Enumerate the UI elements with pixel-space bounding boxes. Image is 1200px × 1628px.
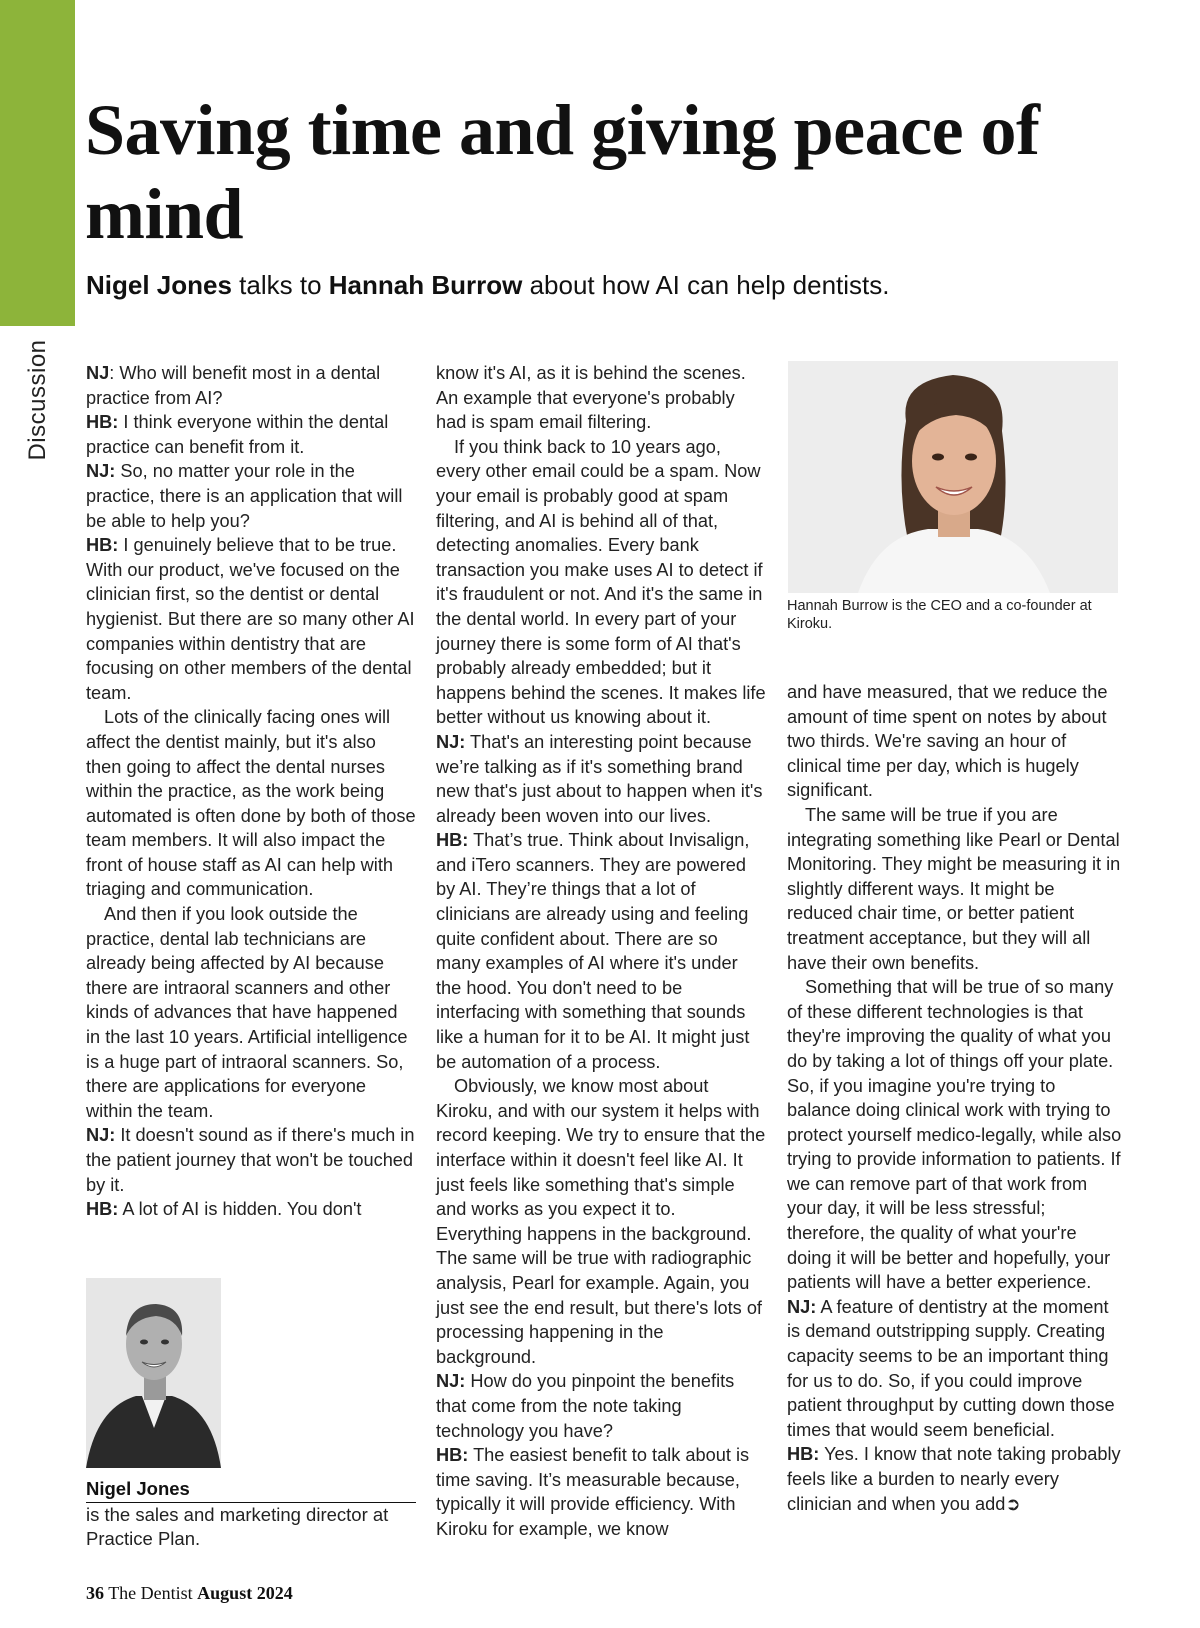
- paragraph: [787, 1442, 1122, 1516]
- bio-role: is the sales and marketing director at Practice Plan.: [86, 1504, 389, 1549]
- text-column-3: [787, 680, 1122, 1516]
- paragraph-text: Obviously, we know most about Kiroku, and with our system it helps with record keeping. We try to ensure that the interface within it doesn't feel like AI. It just feels like something that's simple and works as you expect it to. Everything happens in the background. The same will be true with radiographic analysis, Pearl for example. Again, you just see the end result, but there's lots of processing happening in the background.: [436, 1076, 766, 1367]
- paragraph: [86, 361, 416, 410]
- text-column-2: [436, 361, 766, 1542]
- issue-date: August 2024: [197, 1583, 293, 1603]
- paragraph: [787, 680, 1122, 803]
- paragraph: [86, 410, 416, 459]
- paragraph: [86, 1197, 416, 1222]
- paragraph: [86, 459, 416, 533]
- paragraph: [787, 803, 1122, 975]
- paragraph-text: That's an interesting point because we’re talking as if it's something brand new that's just about to happen when it's already been woven into our lives.: [436, 731, 763, 826]
- paragraph-text: How do you pinpoint the benefits that come from the note taking technology you have?: [436, 1371, 735, 1441]
- speaker-tag: NJ:: [86, 461, 116, 482]
- speaker-tag: NJ: [86, 363, 110, 383]
- paragraph-text: A feature of dentistry at the moment is demand outstripping supply. Creating capacity seems to be an important thing for us to do. So, if you could improve patient throughput by cutting down those times that would seem beneficial.: [787, 1296, 1115, 1440]
- hannah-burrow-photo: [788, 361, 1118, 593]
- speaker-tag: HB:: [436, 830, 469, 851]
- publication-name: The Dentist: [108, 1583, 193, 1603]
- paragraph-text: I think everyone within the dental practice can benefit from it.: [86, 412, 389, 457]
- paragraph-text: Yes. I know that note taking probably feels like a burden to nearly every clinician and when you add➲: [787, 1444, 1121, 1514]
- paragraph: [86, 1123, 416, 1197]
- interviewee-name: Hannah Burrow: [328, 270, 523, 300]
- bio-name: Nigel Jones: [86, 1477, 416, 1503]
- subtitle-rest: about how AI can help dentists.: [522, 270, 890, 300]
- paragraph: [436, 828, 766, 1074]
- paragraph: [436, 1443, 766, 1541]
- speaker-separator: :: [109, 363, 120, 383]
- speaker-tag: NJ:: [436, 1371, 466, 1392]
- photo-caption: Hannah Burrow is the CEO and a co-founder at Kiroku.: [787, 598, 1092, 632]
- paragraph: [787, 1295, 1122, 1443]
- paragraph: [436, 1074, 766, 1369]
- paragraph-text: So, no matter your role in the practice, there is an application that will be able to help you?: [86, 461, 403, 531]
- paragraph: [86, 902, 416, 1123]
- article-title: Saving time and giving peace of mind: [85, 90, 1040, 254]
- paragraph-text: The same will be true if you are integrating something like Pearl or Dental Monitoring. They might be measuring it in slightly different ways. It might be reduced chair time, or better patient treatment acceptance, but they will all have their own benefits.: [787, 804, 1121, 973]
- paragraph-text: I genuinely believe that to be true. With our product, we've focused on the clinician first, so the dentist or dental hygienist. But there are so many other AI companies within dentistry that are focusing on other members of the dental team.: [86, 535, 415, 703]
- section-label: Discussion: [24, 339, 51, 461]
- paragraph: [436, 435, 766, 730]
- interviewer-name: Nigel Jones: [86, 270, 232, 300]
- speaker-tag: NJ:: [787, 1296, 817, 1317]
- hannah-burrow-portrait-illustration: [788, 361, 1118, 593]
- speaker-tag: HB:: [787, 1444, 820, 1465]
- nigel-jones-portrait-illustration: [86, 1278, 221, 1468]
- paragraph-text: A lot of AI is hidden. You don't: [122, 1199, 362, 1220]
- paragraph-text: Something that will be true of so many of these different technologies is that they're improving the quality of what you do by taking a lot of things off your plate. So, if you imagine you're trying to balance doing clinical work with trying to protect yourself medico-legally, while also trying to provide information to patients. If we can remove part of that work from your day, it will be less stressful; therefore, the quality of what your're doing it will be better and hopefully, your patients will have a better experience.: [787, 977, 1122, 1293]
- speaker-tag: HB:: [86, 535, 119, 556]
- paragraph-text: Lots of the clinically facing ones will affect the dentist mainly, but it's also then going to affect the dental nurses within the practice, as the work being automated is often done by both of those team members. It will also impact the front of house staff as AI can help with triaging and communication.: [86, 707, 416, 900]
- article-subtitle: [86, 268, 1186, 302]
- paragraph-text: That’s true. Think about Invisalign, and iTero scanners. They are powered by AI. They’re things that a lot of clinicians are already using and feeling quite confident about. There are so many examples of AI where it's under the hood. You don't need to be interfacing with something that sounds like a human for it to be AI. It might just be automation of a process.: [436, 830, 750, 1072]
- page-footer: [86, 1583, 293, 1604]
- section-accent-bar: [0, 0, 75, 326]
- nigel-jones-photo: [86, 1278, 221, 1468]
- text-column-1: [86, 361, 416, 1222]
- speaker-tag: HB:: [86, 1199, 119, 1220]
- speaker-tag: HB:: [436, 1445, 469, 1466]
- paragraph-text: and have measured, that we reduce the amount of time spent on notes by about two thirds. We're saving an hour of clinical time per day, which is hugely significant.: [787, 682, 1108, 801]
- paragraph-text: know it's AI, as it is behind the scenes. An example that everyone's probably had is spam email filtering.: [436, 363, 746, 433]
- paragraph: [787, 975, 1122, 1295]
- paragraph: [436, 1369, 766, 1443]
- speaker-tag: NJ:: [436, 731, 466, 752]
- paragraph-text: Who will benefit most in a dental practice from AI?: [86, 363, 381, 408]
- speaker-tag: HB:: [86, 412, 119, 433]
- paragraph: [86, 533, 416, 705]
- paragraph-text: The easiest benefit to talk about is time saving. It’s measurable because, typically it will provide efficiency. With Kiroku for example, we know: [436, 1445, 750, 1539]
- page-number: 36: [86, 1583, 104, 1603]
- paragraph-text: And then if you look outside the practice, dental lab technicians are already being affected by AI because there are intraoral scanners and other kinds of advances that have happened in the last 10 years. Artificial intelligence is a huge part of intraoral scanners. So, there are applications for everyone within the team.: [86, 904, 408, 1121]
- paragraph-text: It doesn't sound as if there's much in the patient journey that won't be touched by it.: [86, 1125, 415, 1195]
- paragraph: [436, 361, 766, 435]
- paragraph-text: If you think back to 10 years ago, every other email could be a spam. Now your email is probably good at spam filtering, and AI is behind all of that, detecting anomalies. Every bank transaction you make uses AI to detect if it's fraudulent or not. And it's the same in the dental world. In every part of your journey there is some form of AI that's probably already embedded; but it happens behind the scenes. It makes life better without us knowing about it.: [436, 436, 766, 728]
- paragraph: [436, 730, 766, 828]
- speaker-tag: NJ:: [86, 1125, 116, 1146]
- paragraph: [86, 705, 416, 902]
- subtitle-connector: talks to: [231, 270, 329, 300]
